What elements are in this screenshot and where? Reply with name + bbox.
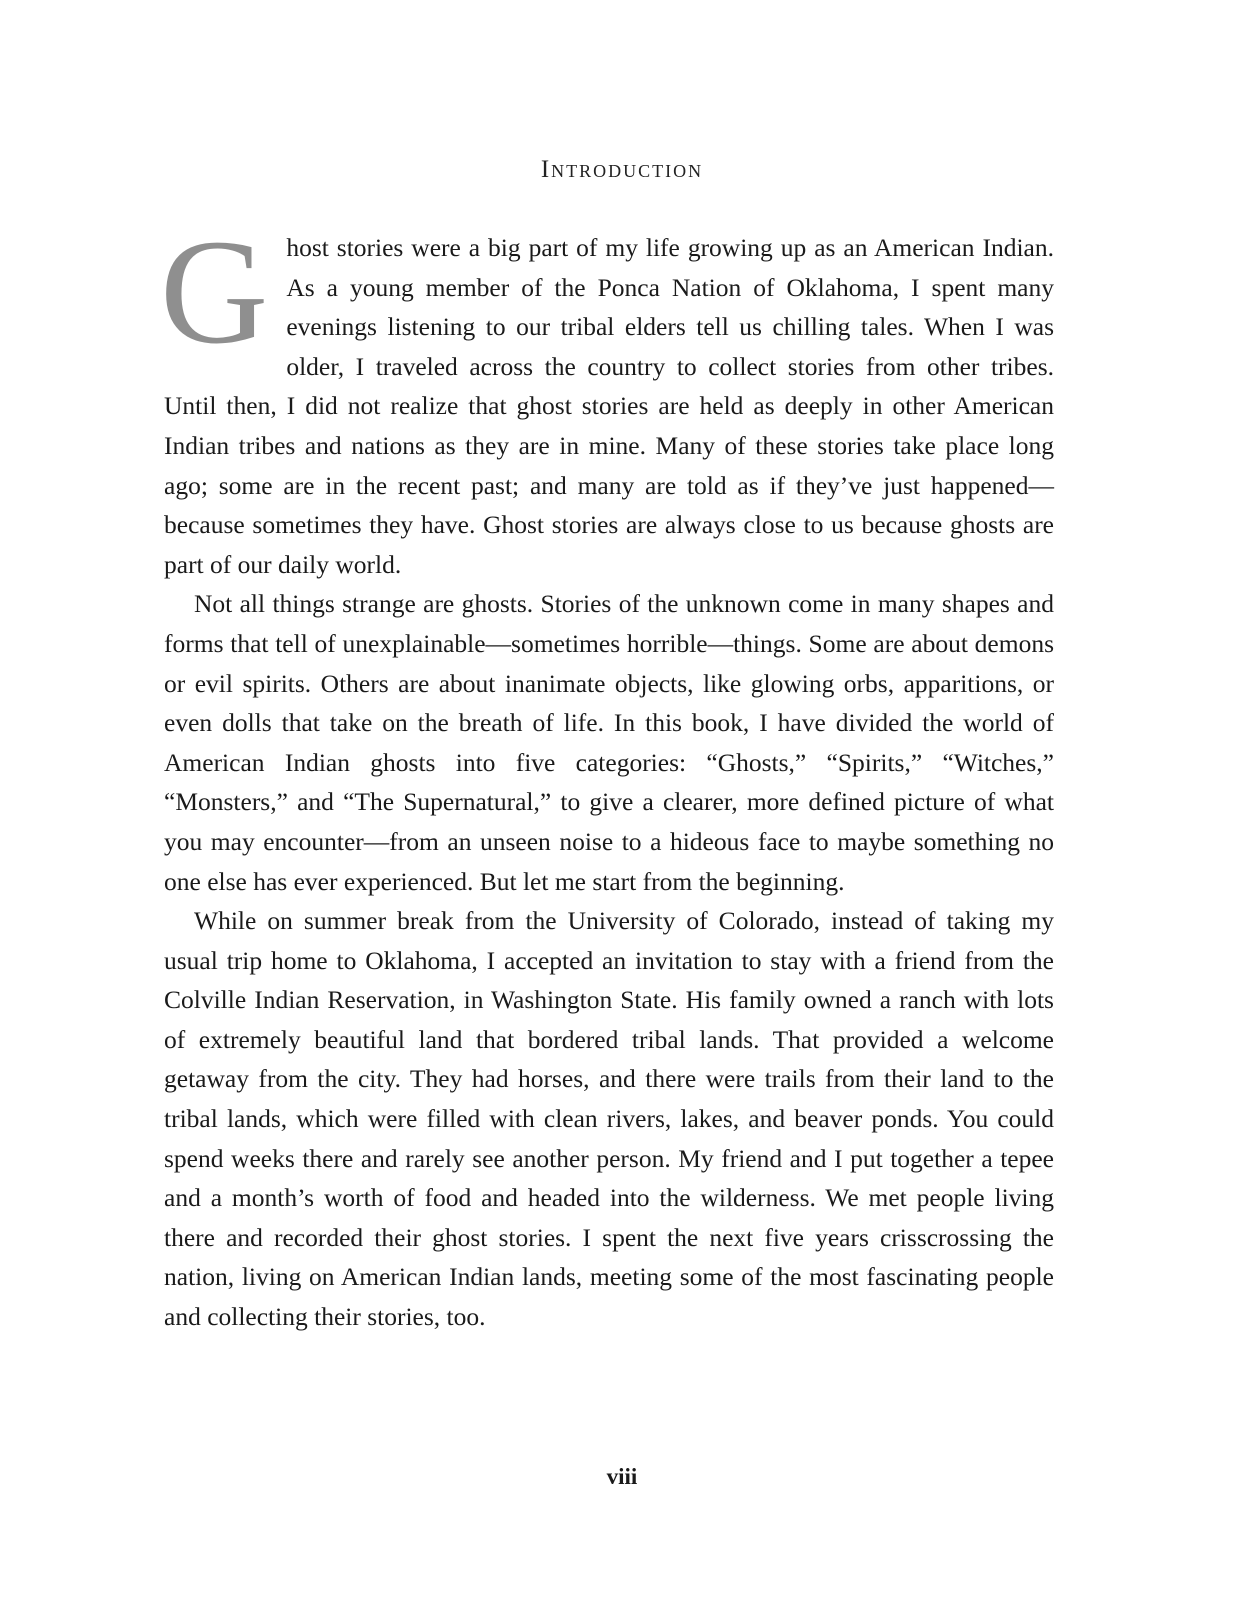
- running-head: Introduction: [540, 156, 704, 183]
- paragraph-2: Not all things strange are ghosts. Stories of the unknown come in many shapes and forms that tell of unexplainable—sometimes horrible—things. Some are about demons or evil spirits. Others are about inanimate objects, like glowing orbs, apparitions, or even dolls that take on the breath of life. In this book, I have divided the world of American Indian ghosts into five categories: “Ghosts,” “Spirits,” “Witches,” “Monsters,” and “The Supernatural,” to give a clearer, more defined picture of what you may encounter—from an unseen noise to a hideous face to maybe something no one else has ever experienced. But let me start from the beginning.: [164, 589, 1054, 896]
- paragraph-3: While on summer break from the University of Colorado, instead of taking my usual trip home to Oklahoma, I accepted an invitation to stay with a friend from the Colville Indian Reservation, in Washington State. His family owned a ranch with lots of extremely beautiful land that bordered tribal lands. That provided a welcome getaway from the city. They had horses, and there were trails from their land to the tribal lands, which were filled with clean rivers, lakes, and beaver ponds. You could spend weeks there and rarely see another person. My friend and I put together a tepee and a month’s worth of food and headed into the wilderness. We met people living there and recorded their ghost stories. I spent the next five years crisscrossing the nation, living on American Indian lands, meeting some of the most fascinating people and collecting their stories, too.: [164, 906, 1054, 1332]
- paragraph-1: [160, 209, 1054, 584]
- body-text: [160, 209, 1054, 1337]
- paragraph-1-text: host stories were a big part of my life growing up as an American Indian. As a young member of the Ponca Nation of Oklahoma, I spent many evenings listening to our tribal elders tell us chilling tales. When I was older, I traveled across the country to collect stories from other tribes. Until then, I did not realize that ghost stories are held as deeply in other American Indian tribes and nations as they are in mine. Many of these stories take place long ago; some are in the recent past; and many are told as if they’ve just happened—because sometimes they have. Ghost stories are always close to us because ghosts are part of our daily world.: [164, 233, 1054, 579]
- page-number: viii: [606, 1464, 638, 1489]
- drop-cap: G: [160, 209, 269, 375]
